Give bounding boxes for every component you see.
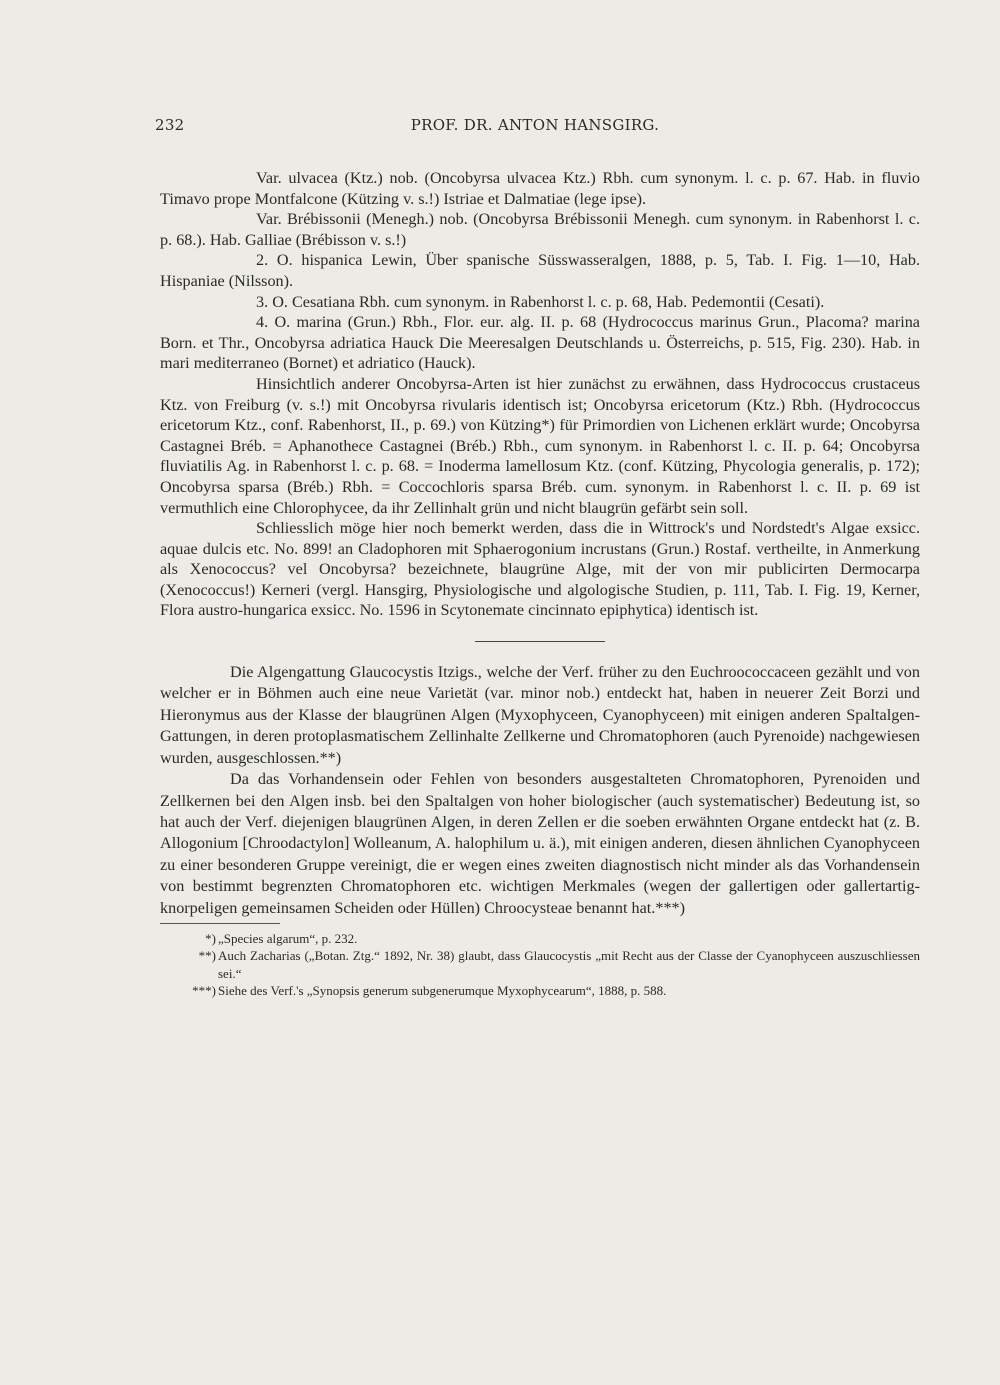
body-text [160,168,920,1000]
section-divider [475,641,605,642]
footnote-text: Siehe des Verf.'s „Synopsis generum subgenerumque Myxophycearum“, 1888, p. 588. [218,983,667,999]
paragraph: 3. O. Cesatiana Rbh. cum synonym. in Rabenhorst l. c. p. 68, Hab. Pedemontii (Cesati). [256,292,825,311]
footnote-rule [160,923,280,924]
section-glaucocystis [160,662,920,919]
page-number: 232 [155,116,185,134]
paragraph: Da das Vorhandensein oder Fehlen von besonders ausgestalteten Chromatophoren, Pyrenoiden und Zellkernen bei den Algen insb. bei den Spaltalgen von hoher biologischer (auch systematischer) Bedeutung ist, so hat auch der Verf. diejenigen blaugrünen Algen, in deren Zellen er die soeben erwähnten Organe entdeckt hat (z. B. Allogonium [Chroodactylon] Wolleanum, A. halophilum u. ä.), mit einigen anderen, diesen ähnlichen Cyanophyceen zu einer besonderen Gruppe vereinigt, die er wegen eines zweiten diagnostisch nicht minder als das Vorhandensein von bestimmt begrenzten Chromatophoren etc. wichtigen Merkmales (wegen der gallertigen oder gallertartig-knorpeligen gemeinsamen Scheiden oder Hüllen) Chroocysteae benannt hat.***) [160,770,920,917]
footnote-mark: *) [205,930,216,946]
footnote-mark: ***) [192,983,216,999]
section-oncobyrsa [160,168,920,621]
paragraph: Hinsichtlich anderer Oncobyrsa-Arten ist hier zunächst zu erwähnen, dass Hydrococcus crustaceus Ktz. von Freiburg (v. s.!) mit Oncobyrsa rivularis identisch ist; Oncobyrsa ericetorum (Ktz.) Rbh. (Hydrococcus ericetorum Ktz., conf. Rabenhorst, II., p. 69.) von Kützing*) für Primordien von Lichenen erklärt wurde; Oncobyrsa Castagnei Bréb. = Aphanothece Castagnei (Bréb.) Rbh., cum synonym. in Rabenhorst l. c. II. p. 64; Oncobyrsa fluviatilis Ag. in Rabenhorst l. c. p. 68. = Inoderma lamellosum Ktz. (conf. Kützing, Phycologia generalis, p. 172); Oncobyrsa sparsa (Bréb.) Rbh. = Coccochloris sparsa Bréb. cum. synonym. in Rabenhorst l. c. II. p. 69 ist vermuthlich eine Chlorophycee, da ihr Zellinhalt grün und nicht blaugrün gefärbt sein soll. [160,374,920,517]
footnote [160,930,920,948]
footnote-text: „Species algarum“, p. 232. [218,930,358,946]
footnote-text: Auch Zacharias („Botan. Ztg.“ 1892, Nr. 38) glaubt, dass Glaucocystis „mit Recht aus der Classe der Cyanophyceen auszuschliessen sei.“ [218,948,920,981]
paragraph: 4. O. marina (Grun.) Rbh., Flor. eur. alg. II. p. 68 (Hydrococcus marinus Grun., Placoma? marina Born. et Thr., Oncobyrsa adriatica Hauck Die Meeresalgen Deutschlands u. Österreichs, p. 515, Fig. 230). Hab. in mari mediterraneo (Bornet) et adriatico (Hauck). [160,313,920,373]
paragraph: Var. ulvacea (Ktz.) nob. (Oncobyrsa ulvacea Ktz.) Rbh. cum synonym. l. c. p. 67. Hab. in fluvio Timavo prope Montfalcone (Kützing v. s.!) Istriae et Dalmatiae (lege ipse). [160,169,920,208]
paragraph: Schliesslich möge hier noch bemerkt werden, dass die in Wittrock's und Nordstedt's Algae exsicc. aquae dulcis etc. No. 899! an Cladophoren mit Sphaerogonium incrustans (Grun.) Rostaf. vertheilte, in Anmerkung als Xenococcus? vel Oncobyrsa? bezeichnete, blaugrüne Alge, mit der von mir publicirten Dermocarpa (Xenococcus!) Kerneri (vergl. Hansgirg, Physiologische und algologische Studien, p. 111, Tab. I. Fig. 19, Kerner, Flora austro-hungarica exsicc. No. 1596 in Scytonemate cincinnato epiphytica) identisch ist. [160,519,920,620]
paragraph: Die Algengattung Glaucocystis Itzigs., welche der Verf. früher zu den Euchroococcaceen gezählt und von welcher er in Böhmen auch eine neue Varietät (var. minor nob.) entdeckt hat, haben in neuerer Zeit Borzi und Hieronymus aus der Klasse der blaugrünen Algen (Myxophyceen, Cyanophyceen) mit einigen anderen Spaltalgen-Gattungen, in deren protoplasmatischem Zellinhalte Zellkerne und Chromatophoren (auch Pyrenoide) nachgewiesen wurden, ausgeschlossen.**) [160,663,920,767]
running-head: PROF. DR. ANTON HANSGIRG. [410,116,660,134]
footnotes [160,930,920,1000]
footnote [160,947,920,982]
paragraph: 2. O. hispanica Lewin, Über spanische Süsswasseralgen, 1888, p. 5, Tab. I. Fig. 1—10, Hab. Hispaniae (Nilsson). [160,251,920,290]
footnote-mark: **) [198,948,216,964]
footnote [160,982,920,1000]
paragraph: Var. Brébissonii (Menegh.) nob. (Oncobyrsa Brébissonii Menegh. cum synonym. in Rabenhorst l. c. p. 68.). Hab. Galliae (Brébisson v. s.!) [160,210,920,249]
